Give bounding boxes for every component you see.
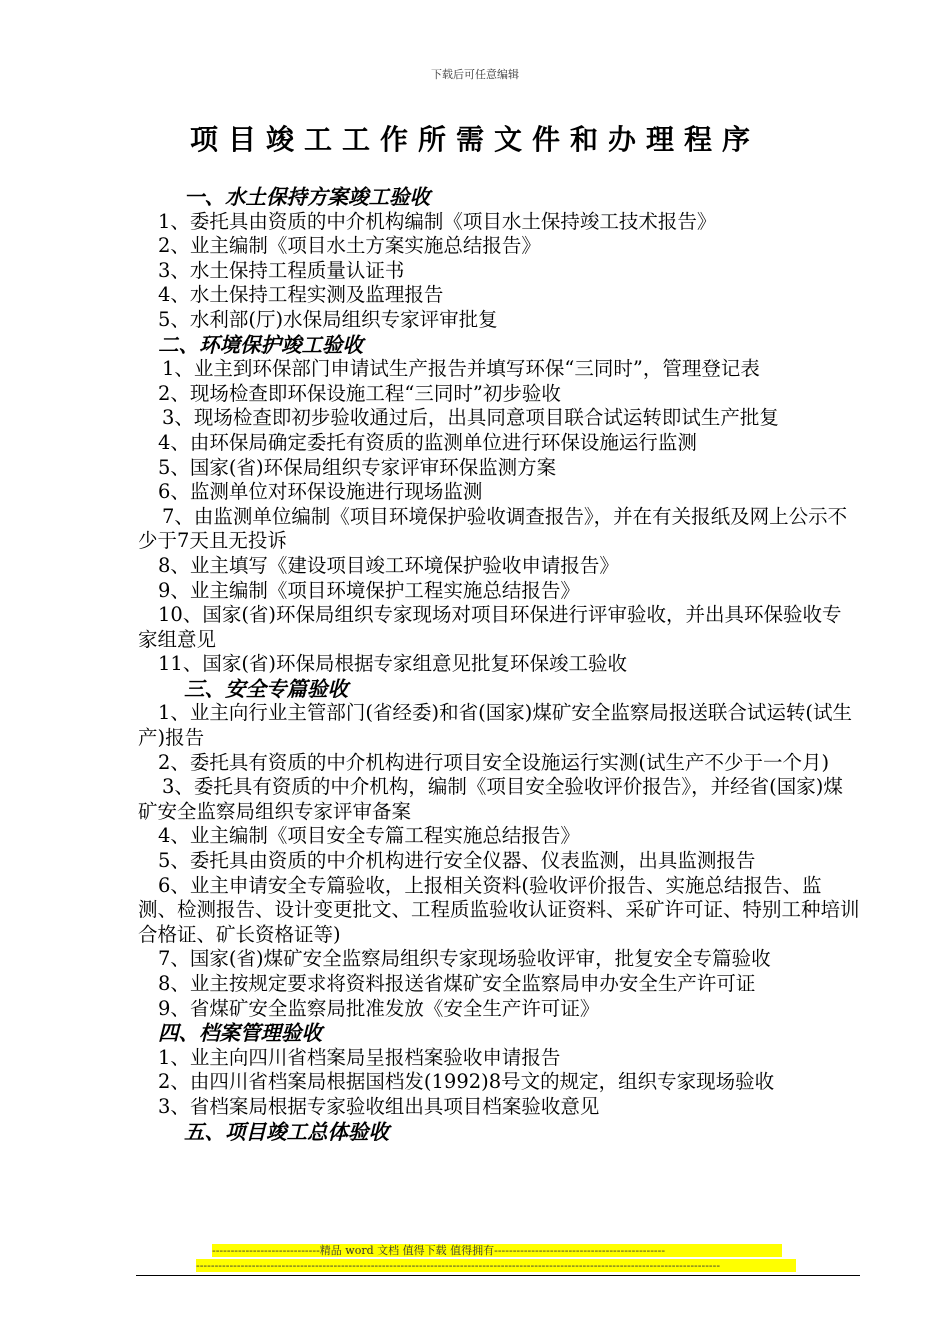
document-body <box>138 185 860 1144</box>
section-heading: 二、环境保护竣工验收 <box>158 332 363 357</box>
list-item: 4、由环保局确定委托有资质的监测单位进行环保设施运行监测 <box>158 430 697 454</box>
list-item: 6、监测单位对环保设施进行现场监测 <box>158 480 483 504</box>
list-item: 9、业主编制《项目环境保护工程实施总结报告》 <box>158 578 580 602</box>
list-item: 1、委托具由资质的中介机构编制《项目水土保持竣工技术报告》 <box>158 209 717 233</box>
footer-banner-top: -----------------------------精品 word 文档 值得下载 值得拥有---------------------------------------------- <box>212 1244 782 1257</box>
section-heading: 三、安全专篇验收 <box>184 676 348 701</box>
list-item: 2、业主编制《项目水土方案实施总结报告》 <box>158 234 541 258</box>
list-item: 2、由四川省档案局根据国档发(1992)8号文的规定，组织专家现场验收 <box>158 1070 775 1094</box>
list-item: 7、国家(省)煤矿安全监察局组织专家现场验收评审，批复安全专篇验收 <box>158 947 771 971</box>
footer-banner-bottom: --------------------------------------------------------------------------------------------------------------------------------------------- <box>196 1259 796 1272</box>
list-item: 1、业主向四川省档案局呈报档案验收申请报告 <box>158 1045 561 1069</box>
list-item: 2、现场检查即环保设施工程“三同时”初步验收 <box>158 381 561 405</box>
section-heading: 五、项目竣工总体验收 <box>184 1119 389 1144</box>
list-item: 5、国家(省)环保局组织专家评审环保监测方案 <box>158 455 557 479</box>
list-item: 10、国家(省)环保局组织专家现场对项目环保进行评审验收，并出具环保验收专家组意见 <box>138 603 842 651</box>
list-item: 3、委托具有资质的中介机构，编制《项目安全验收评价报告》，并经省(国家)煤矿安全监察局组织专家评审备案 <box>138 775 843 823</box>
list-item: 8、业主按规定要求将资料报送省煤矿安全监察局申办安全生产许可证 <box>158 972 756 995</box>
header-note: 下载后可任意编辑 <box>431 68 519 81</box>
section-heading: 四、档案管理验收 <box>158 1021 322 1046</box>
document-title: 项目竣工工作所需文件和办理程序 <box>189 123 760 156</box>
list-item: 4、业主编制《项目安全专篇工程实施总结报告》 <box>158 824 580 848</box>
section-heading: 一、水土保持方案竣工验收 <box>184 185 430 209</box>
list-item: 9、省煤矿安全监察局批准发放《安全生产许可证》 <box>158 996 600 1020</box>
list-item: 2、委托具有资质的中介机构进行项目安全设施运行实测(试生产不少于一个月) <box>158 750 830 774</box>
list-item: 6、业主申请安全专篇验收，上报相关资料(验收评价报告、实施总结报告、监测、检测报告、设计变更批文、工程质监验收认证资料、采矿许可证、特别工种培训合格证、矿长资格证等) <box>138 873 860 946</box>
list-item: 3、水土保持工程质量认证书 <box>158 258 405 282</box>
list-item: 11、国家(省)环保局根据专家组意见批复环保竣工验收 <box>158 652 628 676</box>
footer-rule <box>136 1275 860 1276</box>
list-item: 1、业主向行业主管部门(省经委)和省(国家)煤矿安全监察局报送联合试运转(试生产)报告 <box>138 701 852 750</box>
list-item: 5、水利部(厅)水保局组织专家评审批复 <box>158 307 498 331</box>
list-item: 8、业主填写《建设项目竣工环境保护验收申请报告》 <box>158 553 619 577</box>
list-item: 3、现场检查即初步验收通过后，出具同意项目联合试运转即试生产批复 <box>162 406 779 430</box>
list-item: 1、业主到环保部门申请试生产报告并填写环保“三同时”，管理登记表 <box>162 357 760 381</box>
list-item: 3、省档案局根据专家验收组出具项目档案验收意见 <box>158 1094 600 1118</box>
list-item: 7、由监测单位编制《项目环境保护验收调查报告》，并在有关报纸及网上公示不少于7天且无投诉 <box>138 504 848 553</box>
list-item: 5、委托具由资质的中介机构进行安全仪器、仪表监测，出具监测报告 <box>158 849 756 873</box>
list-item: 4、水土保持工程实测及监理报告 <box>158 283 444 307</box>
